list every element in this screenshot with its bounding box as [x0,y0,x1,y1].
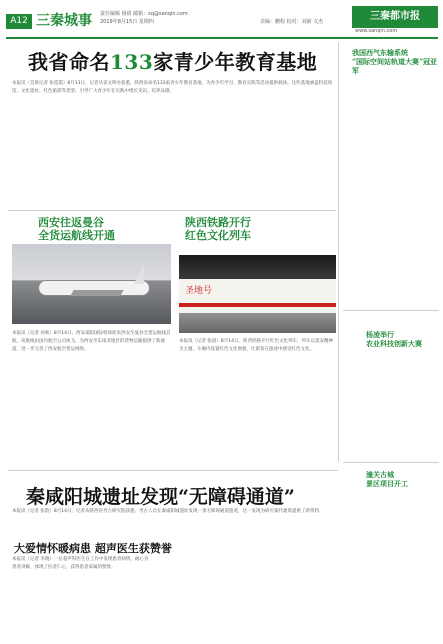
bottom-headline: 秦咸阳城遗址发现“无障碍通道” [26,486,295,508]
plane-wing [70,290,123,296]
column-divider [338,42,339,462]
sidebar-story-1-title: 我国西气东输系统 “国际空间站轨道大赛”冠亚军 [352,48,438,75]
main-headline: 我省命名133家青少年教育基地 [28,50,318,74]
header-rule [6,37,438,39]
left-story-body: 本报讯（记者 孙新）8月14日，西安咸阳国际机场迎来西安至曼谷全货运航线首航，该航线由国内航空公司执飞，为西安至东南亚地区的货物运输提供了新通道，进一步完善了西安航空货运网络。 [12,331,171,352]
mid-story-title: 陕西铁路开行 红色文化列车 [185,216,251,242]
site-url[interactable]: www.sanqin.com [355,28,398,34]
sidebar-story-3-body [346,492,438,632]
left-story-title: 西安往返曼谷 全货运航线开通 [38,216,115,242]
sidebar-story-3-title: 潼关古城 景区项目开工 [366,470,408,488]
page-number: A12 [6,14,32,29]
train-calligraphy: 圣地号 [185,286,213,296]
bottom-divider [8,470,338,471]
bottom-left-body: 本报讯（记者 李晓）一位超声科医生在工作中发现患者病情，耐心为患者讲解，体现了医者仁心，获得患者家属的赞誉。 [12,557,149,570]
header-meta-editor: 责任编辑 杨倩 邮箱：sq@sanqin.com [100,11,188,17]
header-meta-staff: 美编：鹏程 校对：刘新 文杰 [260,19,324,25]
mid-story-body: 本报讯（记者 张晨）8月14日，陕西铁路开行红色文化列车，列车以延安精神为主题，车厢内设置红色文化展板，让旅客在旅途中感受红色文化。 [179,339,334,352]
main-article-body: 本报讯（首席记者 张霓霞）8月13日，记者从省文明办获悉，陕西省命名133家青少年教育基地，为青少年学习、教育实践等活动提供载体。这些基地涵盖科技场馆、文化遗址、红色旅游等类型，引导广大青少年在实践中增长见识、培养品德。 [12,81,333,94]
page-header [0,0,443,38]
header-meta-date: 2019年8月15日 星期四 [100,19,154,25]
train-stripe [179,303,336,307]
sidebar-story-1-body [346,70,438,305]
bottom-right-body [160,545,338,637]
train-photo [179,255,336,333]
masthead-logo: 三秦都市报 [352,6,438,28]
plane-tail [134,264,144,284]
sidebar-story-2-title: 杨凌举行 农业科技创新大赛 [366,330,422,348]
sidebar-story-2-body [346,352,438,460]
section-divider [8,210,336,211]
bottom-left-headline: 大爱情怀暖病患 超声医生获赞誉 [14,542,172,555]
cargo-plane-photo [12,244,171,324]
sidebar-divider [343,310,439,311]
section-title: 三秦城事 [36,13,92,29]
bottom-main-body: 本报讯（记者 张韵）8月14日，记者从陕西省考古研究院获悉，考古人员在秦咸阳城遗址发现一条无障碍通道遗迹，这一发现为研究秦代建筑提供了新资料。 [12,509,324,514]
sidebar-divider [343,462,439,463]
